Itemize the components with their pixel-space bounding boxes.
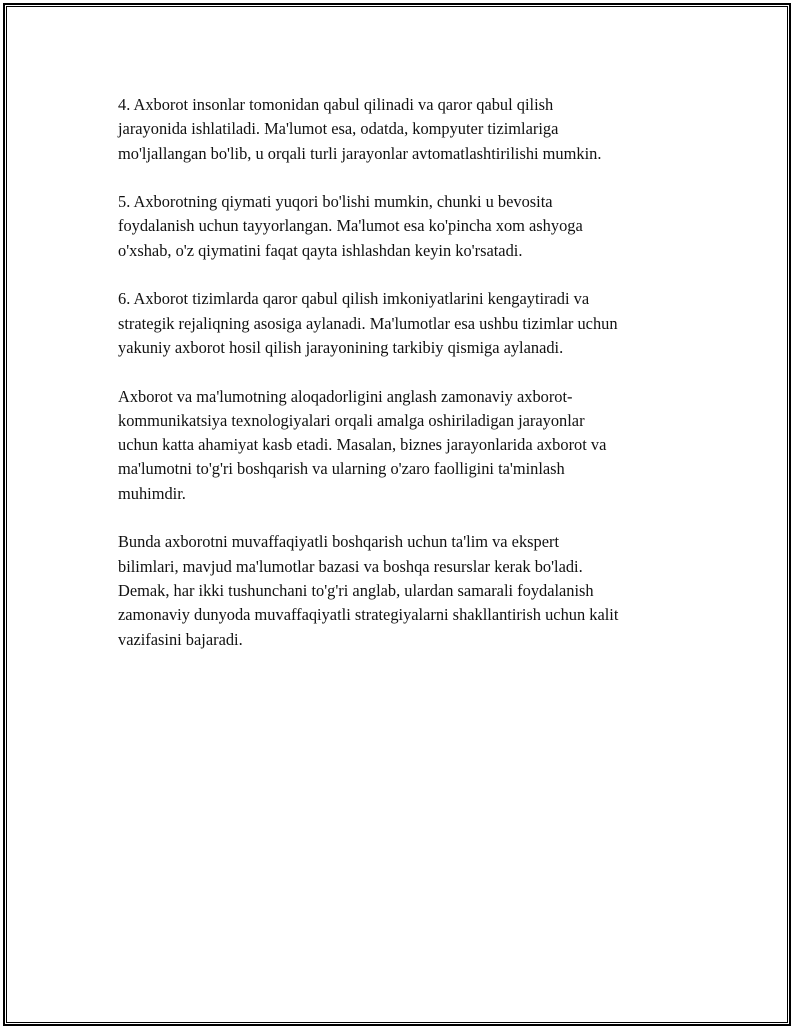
text-line: kommunikatsiya texnologiyalari orqali amalga oshiriladigan jarayonlar [118, 410, 585, 430]
text-line: bilimlari, mavjud ma'lumotlar bazasi va boshqa resurslar kerak bo'ladi. [118, 556, 583, 576]
paragraph-item-5 [118, 190, 693, 263]
text-line: zamonaviy dunyoda muvaffaqiyatli strategiyalarni shakllantirish uchun kalit [118, 605, 619, 625]
text-line: 4. Axborot insonlar tomonidan qabul qilinadi va qaror qabul qilish [118, 95, 554, 114]
paragraph-item-6 [118, 287, 693, 360]
text-line: uchun katta ahamiyat kasb etadi. Masalan, biznes jarayonlarida axborot va [118, 435, 607, 455]
text-line: Bunda axborotni muvaffaqiyatli boshqarish uchun ta'lim va ekspert [118, 532, 560, 552]
paragraph-conclusion [118, 530, 693, 651]
text-line: o'xshab, o'z qiymatini faqat qayta ishlashdan keyin ko'rsatadi. [118, 240, 523, 260]
text-line: foydalanish uchun tayyorlangan. Ma'lumot esa ko'pincha xom ashyoga [118, 216, 583, 236]
text-line: muhimdir. [118, 483, 186, 503]
text-line: jarayonida ishlatiladi. Ma'lumot esa, odatda, kompyuter tizimlariga [118, 119, 559, 139]
text-line: vazifasini bajaradi. [118, 629, 243, 649]
text-line: mo'ljallangan bo'lib, u orqali turli jarayonlar avtomatlashtirilishi mumkin. [118, 143, 602, 163]
text-line: 5. Axborotning qiymati yuqori bo'lishi mumkin, chunki u bevosita [118, 192, 553, 212]
text-line: Axborot va ma'lumotning aloqadorligini anglash zamonaviy axborot- [118, 386, 573, 406]
text-line: strategik rejaliqning asosiga aylanadi. Ma'lumotlar esa ushbu tizimlar uchun [118, 313, 618, 333]
paragraph-relationship [118, 385, 693, 506]
text-line: yakuniy axborot hosil qilish jarayonining tarkibiy qismiga aylanadi. [118, 337, 564, 357]
document-body [118, 93, 693, 676]
paragraph-item-4 [118, 93, 693, 166]
text-line: ma'lumotni to'g'ri boshqarish va ularning o'zaro faolligini ta'minlash [118, 459, 565, 479]
text-line: 6. Axborot tizimlarda qaror qabul qilish imkoniyatlarini kengaytiradi va [118, 289, 590, 309]
text-line: Demak, har ikki tushunchani to'g'ri anglab, ulardan samarali foydalanish [118, 580, 594, 600]
